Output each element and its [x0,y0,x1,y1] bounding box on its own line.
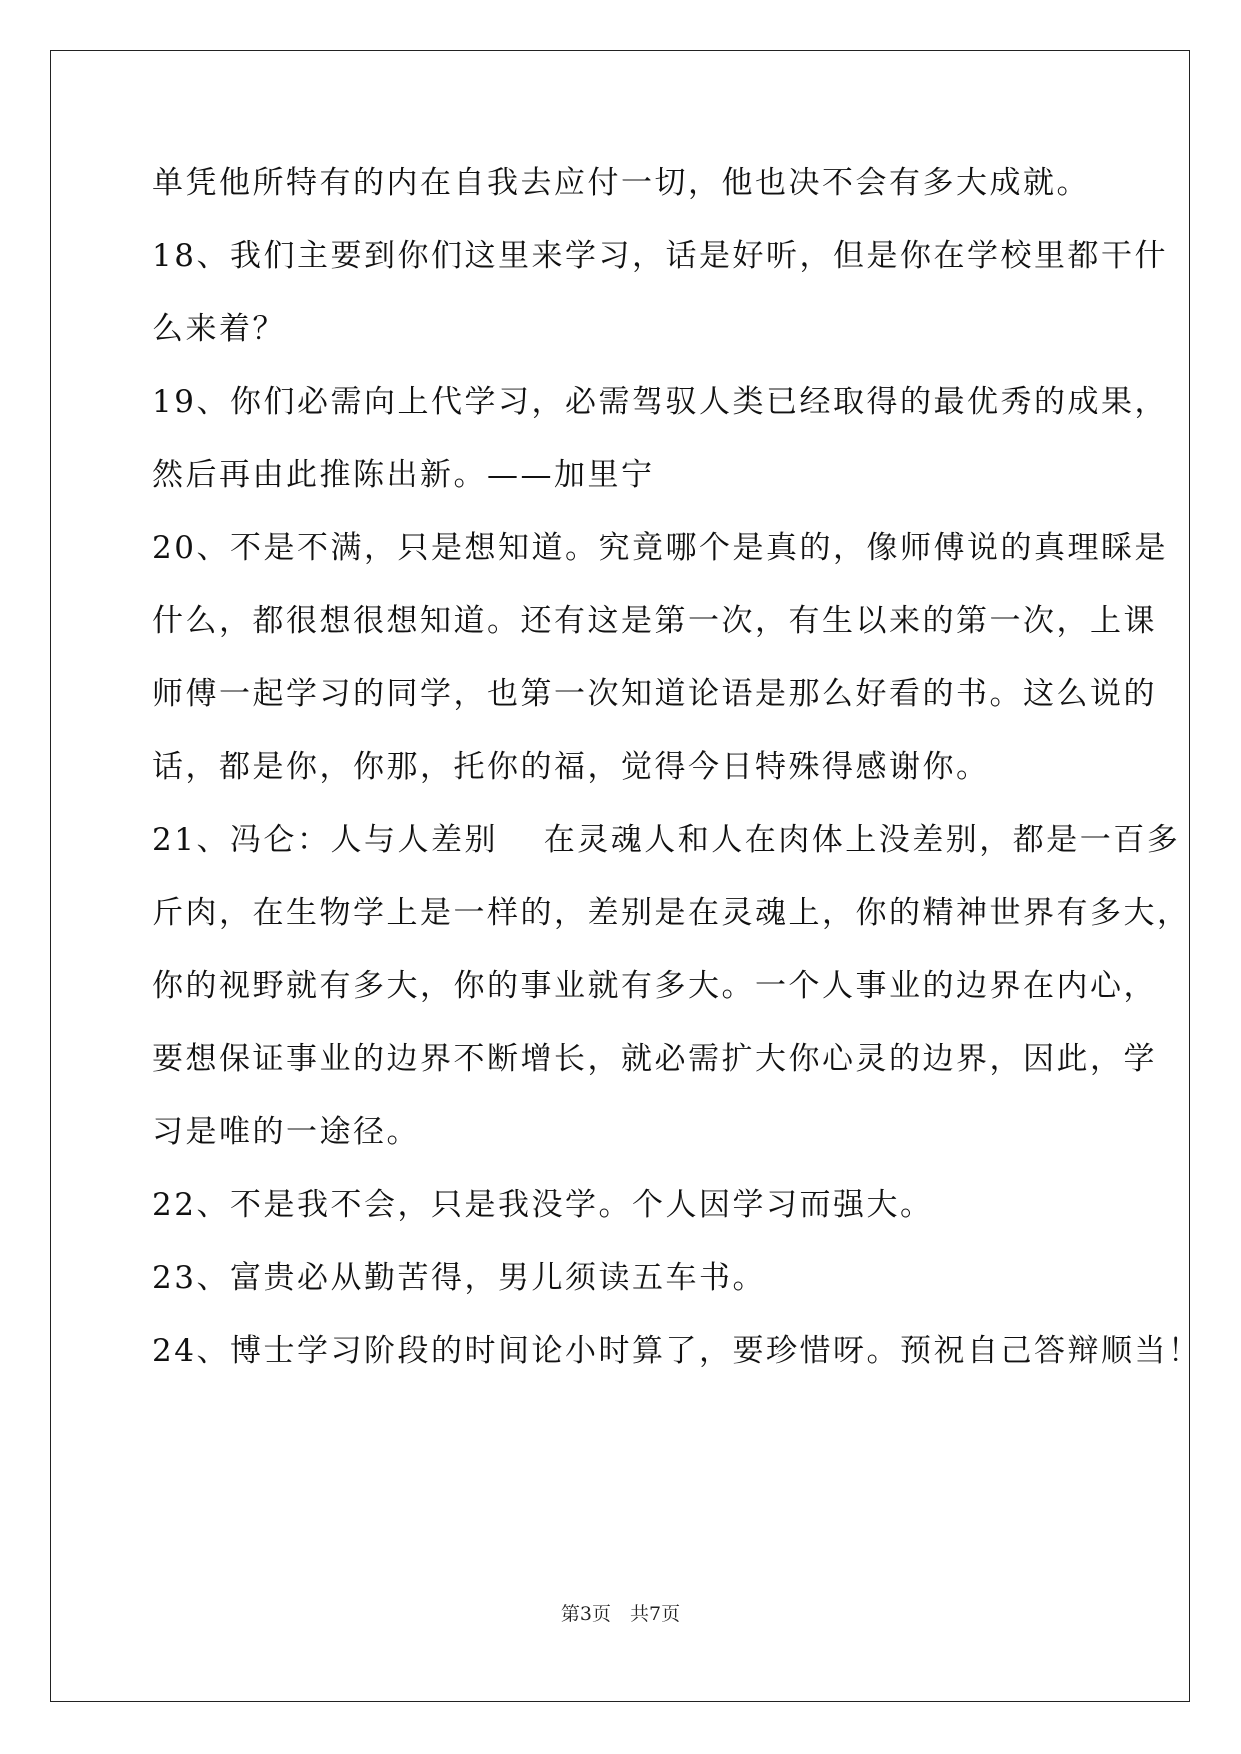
text-line: 习是唯的一途径。 [152,1114,420,1150]
text-line: 18、我们主要到你们这里来学习，话是好听，但是你在学校里都干什 [152,238,1168,274]
text-line: 然后再由此推陈出新。——加里宁 [152,457,655,493]
text-line: 你的视野就有多大，你的事业就有多大。一个人事业的边界在内心， [152,968,1157,1004]
text-line: 什么，都很想很想知道。还有这是第一次，有生以来的第一次，上课 [152,603,1157,639]
text-line: 24、博士学习阶段的时间论小时算了，要珍惜呀。预祝自己答辩顺当！ [152,1333,1202,1369]
text-line: 19、你们必需向上代学习，必需驾驭人类已经取得的最优秀的成果， [152,384,1168,420]
text-line: 单凭他所特有的内在自我去应付一切，他也决不会有多大成就。 [152,165,1090,201]
text-line: 23、富贵必从勤苦得，男儿须读五车书。 [152,1260,766,1296]
page-number-footer: 第3页 共7页 [560,1603,681,1625]
text-line: 师傅一起学习的同学，也第一次知道论语是那么好看的书。这么说的 [152,676,1157,712]
text-line: 要想保证事业的边界不断增长，就必需扩大你心灵的边界，因此，学 [152,1041,1157,1077]
text-line: 21、冯仑：人与人差别 在灵魂人和人在肉体上没差别，都是一百多 [152,822,1181,858]
text-line: 么来着？ [152,311,286,347]
text-line: 斤肉，在生物学上是一样的，差别是在灵魂上，你的精神世界有多大， [152,895,1191,931]
text-line: 22、不是我不会，只是我没学。个人因学习而强大。 [152,1187,934,1223]
page-border [50,50,1190,1702]
text-line: 话，都是你，你那，托你的福，觉得今日特殊得感谢你。 [152,749,990,785]
text-line: 20、不是不满，只是想知道。究竟哪个是真的，像师傅说的真理睬是 [152,530,1168,566]
